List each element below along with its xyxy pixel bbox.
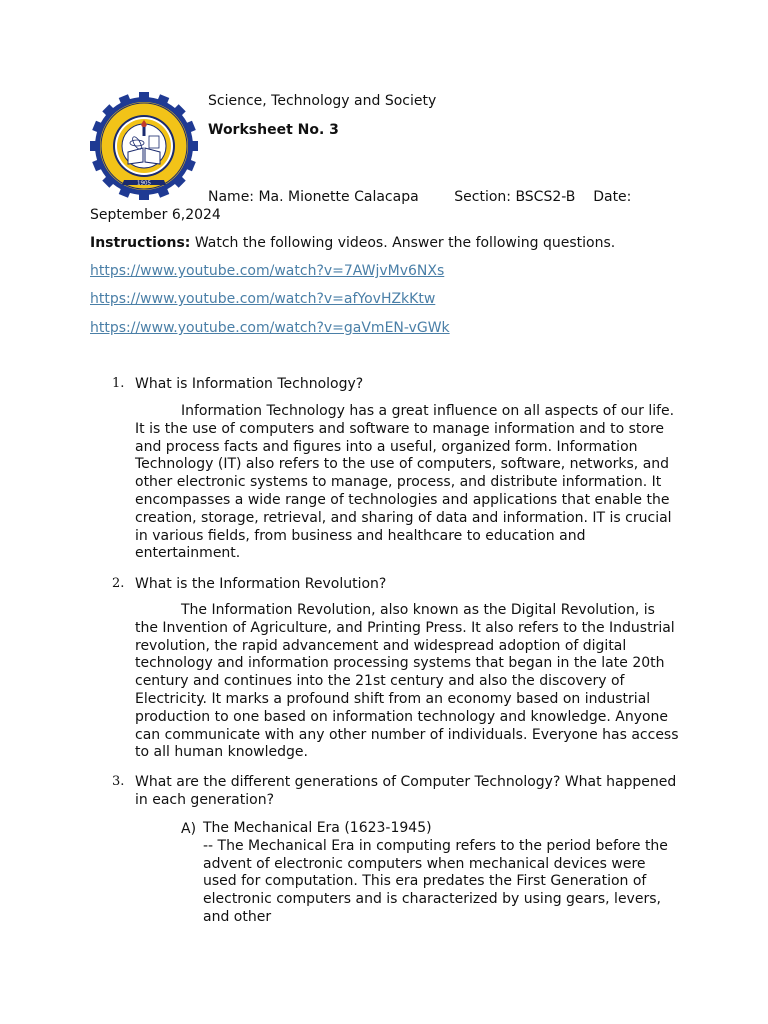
worksheet-title: Worksheet No. 3 [208,122,339,138]
subitem-title: The Mechanical Era (1623-1945) [203,820,432,836]
university-seal-logo [90,92,198,200]
question-number: 3. [112,774,125,789]
question-text: What is Information Technology? [135,376,364,392]
name-section-date-line: Name: Ma. Mionette Calacapa Section: BSCS2-B Date: [208,189,632,205]
course-subject: Science, Technology and Society [208,93,437,109]
subitem-block [203,820,681,927]
answer-paragraph: The Information Revolution, also known as the Digital Revolution, is the Invention of Agriculture, and Printing Press. It also refers to the Industrial revolution, the rapid advancement and widespread adoption of digital technology and information processing systems that began in the late 20th century and continues into the 21st century and also the discovery of Electricity. It marks a profound shift from an economy based on industrial production to one based on information technology and knowledge. Anyone can communicate with any other number of individuals. Everyone has access to all human knowledge. [135,602,679,761]
video-link-3[interactable]: https://www.youtube.com/watch?v=gaVmEN-vGWk [90,320,450,336]
subitem-body: -- The Mechanical Era in computing refers to the period before the advent of electronic computers when mechanical devices were used for computation. This era predates the First Generation of electronic computers and is characterized by using gears, levers, and other [203,837,668,925]
subitem-marker: A) [181,821,197,837]
question-number: 2. [112,576,125,591]
question-text: What are the different generations of Computer Technology? What happened in each generation? [135,774,677,808]
date-value: September 6,2024 [90,207,221,223]
question-text: What is the Information Revolution? [135,576,387,592]
answer-paragraph: Information Technology has a great influence on all aspects of our life. It is the use of computers and software to manage information and to store and process facts and figures into a useful, organized form. Information Technology (IT) also refers to the use of computers, software, networks, and other electronic systems to manage, process, and distribute information. It encompasses a wide range of technologies and applications that enable the creation, storage, retrieval, and sharing of data and information. IT is crucial in various fields, from business and healthcare to education and entertainment. [135,403,675,562]
question-number: 1. [112,376,125,391]
seal-year-text: 1905 [137,180,151,187]
instructions-label: Instructions: [90,235,191,251]
instructions-text: Watch the following videos. Answer the following questions. [190,235,616,251]
video-link-1[interactable]: https://www.youtube.com/watch?v=7AWjvMv6NXs [90,263,445,279]
video-link-2[interactable]: https://www.youtube.com/watch?v=afYovHZkKtw [90,291,436,307]
instructions-line [90,234,615,252]
